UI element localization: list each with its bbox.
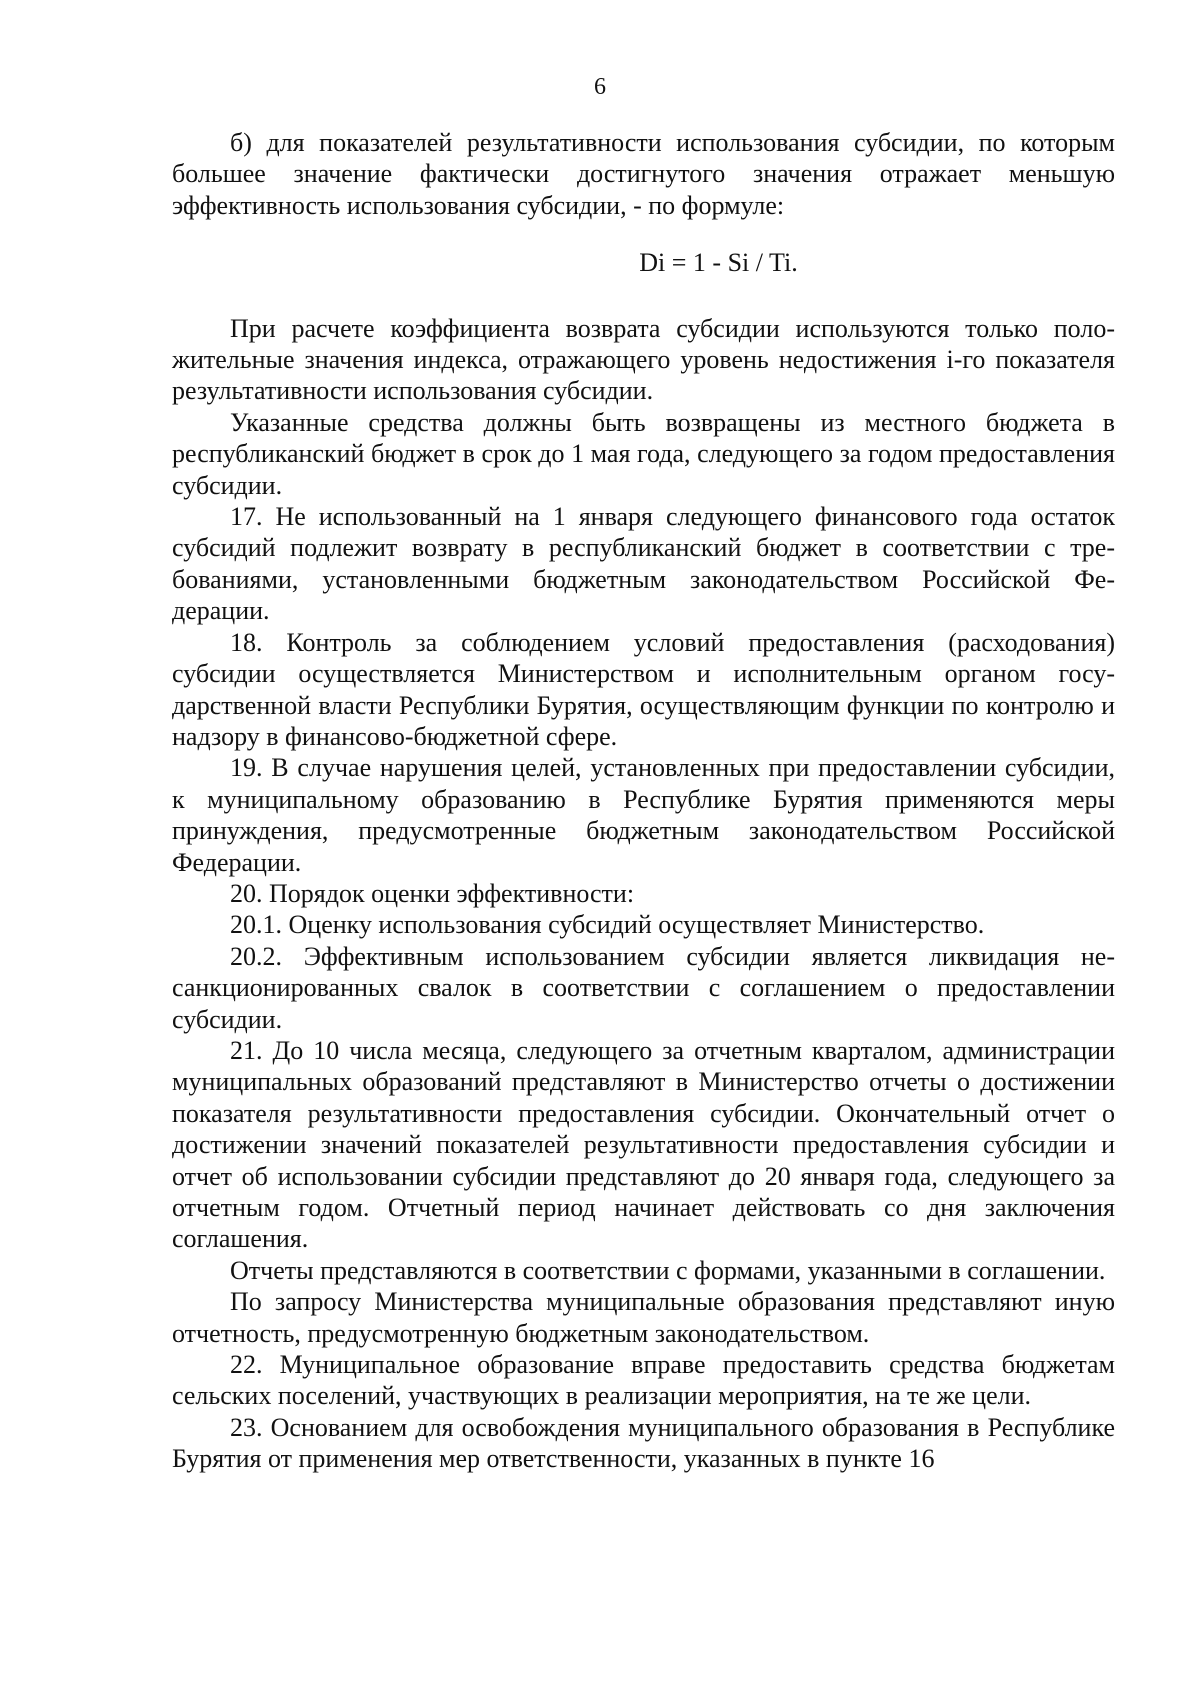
paragraph-20-2: 20.2. Эффективным использованием субсидии является ликвидация несанкционированных свалок в соответствии с соглашением о предоставлении субсидии. xyxy=(172,941,1115,1034)
paragraph-b-formula-intro: б) для показателей результативности использования субсидии, по которым большее значение фактически достигнутого значения отражает меньшую эффективность использования субсидии, - по формуле: xyxy=(172,128,1115,220)
paragraph-17: 17. Не использованный на 1 января следующего финансового года остаток субсидий подлежит возврату в республиканский бюджет в соответствии с требованиями, установленными бюджетным законодательством Российской Федерации. xyxy=(172,502,1115,626)
paragraph-20: 20. Порядок оценки эффективности: xyxy=(230,878,635,908)
page-number: 6 xyxy=(594,74,606,100)
paragraph-23: 23. Основанием для освобождения муниципального образования в Республике Бурятия от применения мер ответственности, указанных в пункте 16 xyxy=(172,1412,1115,1474)
paragraph-19: 19. В случае нарушения целей, установленных при предоставлении субсидии, к муниципальному образованию в Республике Бурятия применяются меры принуждения, предусмотренные бюджетным законодательством Российской Федерации. xyxy=(172,753,1115,877)
paragraph-18: 18. Контроль за соблюдением условий предоставления (расходования) субсидии осуществляется Министерством и исполнительным органом государственной власти Республики Бурятия, осуществляющим функции по контролю и надзору в финансово-бюджетной сфере. xyxy=(172,627,1115,751)
paragraph-positive-values: При расчете коэффициента возврата субсидии используются только положительные значения индекса, отражающего уровень недостижения i-го показателя результативности использования субсидии. xyxy=(172,313,1115,406)
formula: Di = 1 - Si / Ti. xyxy=(639,248,798,278)
paragraph-ministry-request: По запросу Министерства муниципальные образования представляют иную отчетность, предусмотренную бюджетным законодательством. xyxy=(172,1287,1115,1348)
paragraph-funds-return: Указанные средства должны быть возвращены из местного бюджета в республиканский бюджет в срок до 1 мая года, следующего за годом предоставления субсидии. xyxy=(172,407,1115,500)
document-body xyxy=(172,127,1115,1475)
paragraph-21: 21. До 10 числа месяца, следующего за отчетным кварталом, администрации муниципальных образований представляют в Министерство отчеты о достижении показателя результативности предоставления субсидии. Окончательный отчет о достижении значений показателей результативности предоставления субсидии и отчет об использовании субсидии представляют до 20 января года, следующего за отчетным годом. Отчетный период начинает действовать со дня заключения соглашения. xyxy=(172,1035,1115,1254)
paragraph-20-1: 20.1. Оценку использования субсидий осуществляет Министерство. xyxy=(230,910,985,940)
paragraph-22: 22. Муниципальное образование вправе предоставить средства бюджетам сельских поселений, участвующих в реализации мероприятия, на те же цели. xyxy=(172,1350,1115,1411)
paragraph-reports-forms: Отчеты представляются в соответствии с формами, указанными в соглашении. xyxy=(230,1255,1106,1285)
